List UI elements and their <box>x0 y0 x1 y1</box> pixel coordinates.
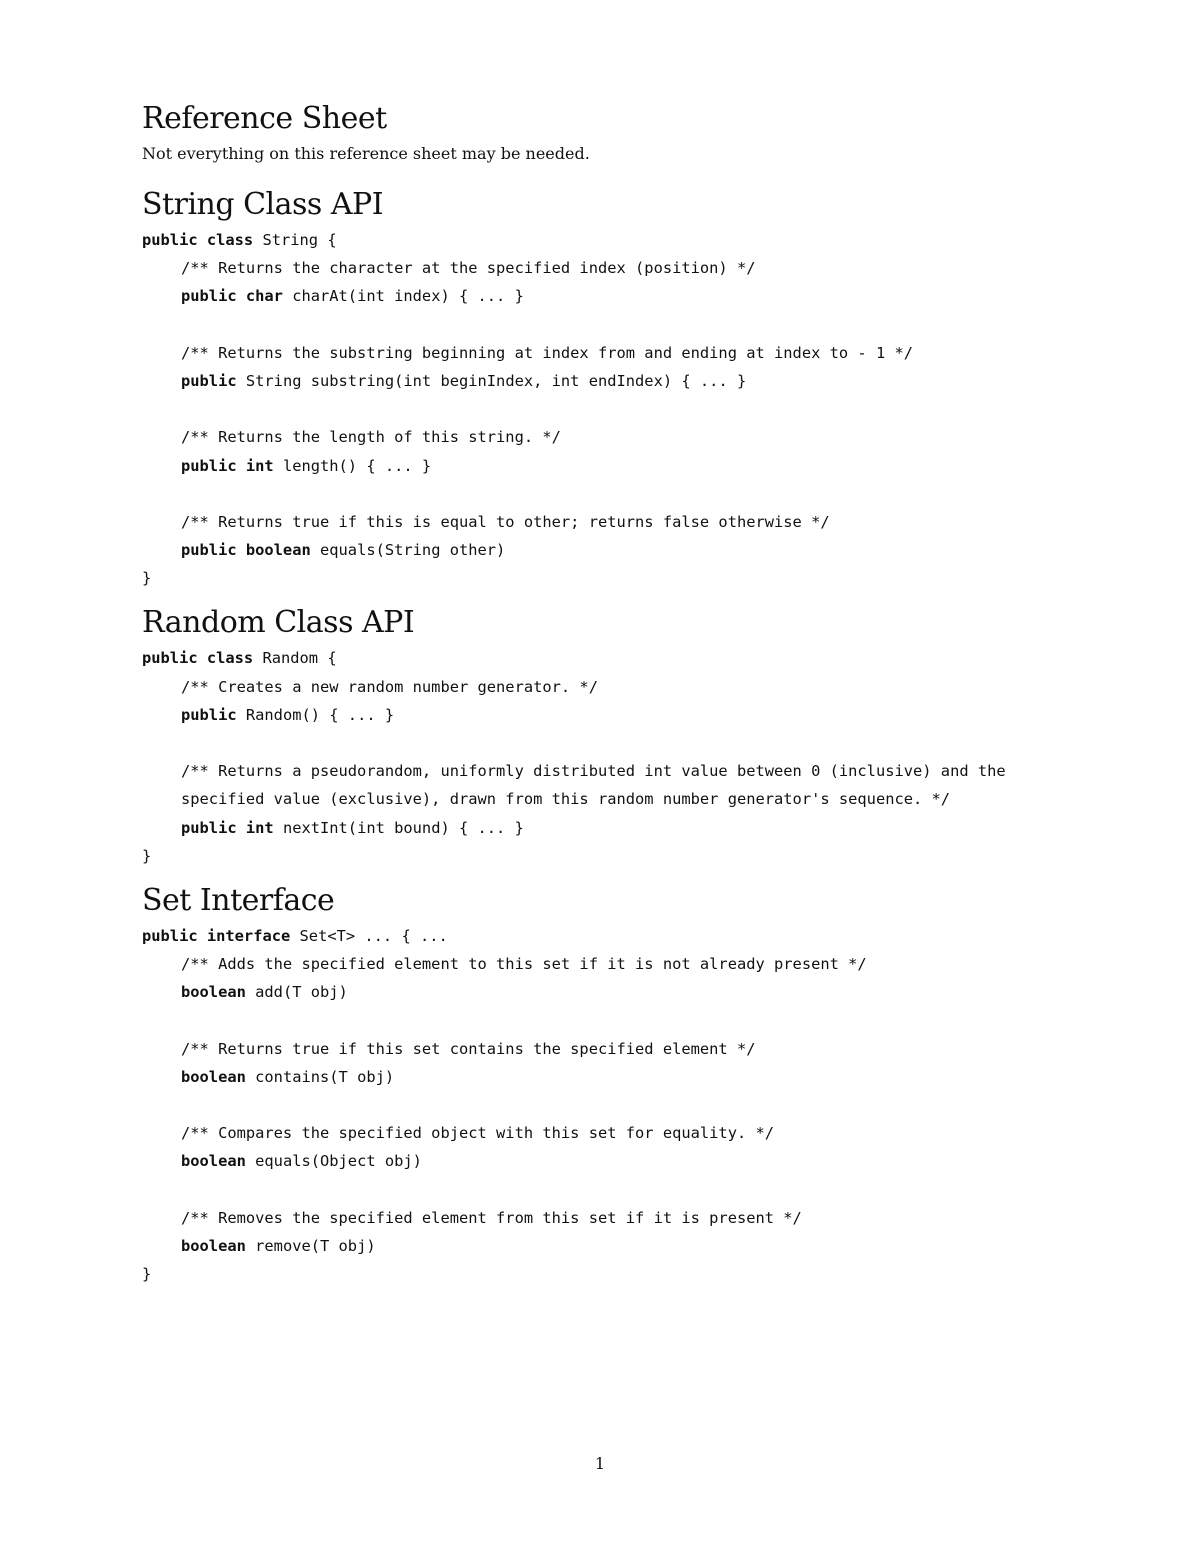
code-line <box>142 564 1142 592</box>
string-api-code <box>142 226 1142 592</box>
code-text: Random { <box>253 649 337 668</box>
code-text: /** Returns the substring beginning at index from and ending at index to - 1 */ <box>181 343 914 362</box>
code-keyword: boolean <box>181 1067 246 1086</box>
string-api-title: String Class API <box>142 187 384 222</box>
code-text: /** Returns true if this set contains the specified element */ <box>181 1039 756 1058</box>
code-line <box>142 508 1142 536</box>
code-keyword: public class <box>142 231 254 249</box>
code-keyword: public <box>181 371 237 390</box>
code-text: length() { ... } <box>273 456 432 475</box>
code-text: /** Returns a pseudorandom, uniformly distributed int value between 0 (inclusive) and the <box>181 762 1006 781</box>
reference-sheet-page <box>142 98 1142 1288</box>
code-line <box>142 814 1142 842</box>
code-line <box>142 757 1142 785</box>
code-text: Set<T> ... { ... <box>290 926 448 945</box>
code-line <box>142 423 1142 451</box>
code-keyword: boolean <box>181 1237 246 1255</box>
code-line <box>142 226 1142 254</box>
code-text: /** Returns the character at the specified index (position) */ <box>181 259 756 278</box>
code-text: String { <box>253 231 337 249</box>
code-text: charAt(int index) { ... } <box>282 287 524 306</box>
code-line <box>142 1232 1142 1260</box>
code-line <box>142 729 1142 757</box>
code-line <box>142 254 1142 282</box>
code-line <box>142 950 1142 978</box>
code-line <box>142 673 1142 701</box>
random-api-code <box>142 644 1142 870</box>
code-line <box>142 367 1142 395</box>
code-line <box>142 1007 1142 1035</box>
code-text: /** Adds the specified element to this set if it is not already present */ <box>181 955 867 974</box>
code-text: } <box>142 569 152 588</box>
code-keyword: public boolean <box>181 541 311 560</box>
page-number: 1 <box>594 1454 606 1473</box>
code-text: equals(Object obj) <box>245 1152 422 1171</box>
code-keyword: public int <box>181 456 274 475</box>
code-keyword: public char <box>181 287 283 306</box>
code-line <box>142 339 1142 367</box>
code-text: nextInt(int bound) { ... } <box>273 818 524 837</box>
code-line <box>142 1204 1142 1232</box>
code-text: add(T obj) <box>245 983 348 1002</box>
code-text: /** Removes the specified element from this set if it is present */ <box>181 1208 802 1227</box>
code-text: specified value (exclusive), drawn from this random number generator's sequence. */ <box>181 790 951 809</box>
code-line <box>142 282 1142 310</box>
code-keyword: boolean <box>181 1152 246 1171</box>
code-line <box>142 311 1142 339</box>
code-text: equals(String other) <box>310 541 506 560</box>
code-keyword: public class <box>142 649 254 668</box>
code-text: remove(T obj) <box>245 1237 376 1255</box>
code-line <box>142 922 1142 950</box>
page-subtitle: Not everything on this reference sheet may be needed. <box>142 144 590 163</box>
code-keyword: boolean <box>181 983 246 1002</box>
code-text: } <box>142 1265 152 1284</box>
set-interface-code <box>142 922 1142 1288</box>
code-keyword: public int <box>181 818 274 837</box>
code-text: String substring(int beginIndex, int endIndex) { ... } <box>236 371 747 390</box>
code-line <box>142 1119 1142 1147</box>
code-line <box>142 1091 1142 1119</box>
code-line <box>142 1063 1142 1091</box>
code-line <box>142 1260 1142 1288</box>
code-line <box>142 395 1142 423</box>
code-text: Random() { ... } <box>236 705 395 724</box>
code-line <box>142 978 1142 1006</box>
code-text: /** Returns the length of this string. */ <box>181 428 561 447</box>
code-line <box>142 1147 1142 1175</box>
code-line <box>142 701 1142 729</box>
set-interface-title: Set Interface <box>142 882 335 918</box>
code-text: contains(T obj) <box>245 1067 395 1086</box>
code-text: } <box>142 846 152 865</box>
random-api-title: Random Class API <box>142 605 415 641</box>
code-line <box>142 452 1142 480</box>
code-line <box>142 842 1142 870</box>
code-line <box>142 644 1142 672</box>
page-title: Reference Sheet <box>142 101 387 136</box>
code-line <box>142 785 1142 813</box>
code-line <box>142 1176 1142 1204</box>
code-keyword: public interface <box>142 926 291 945</box>
code-text: /** Returns true if this is equal to other; returns false otherwise */ <box>181 512 830 531</box>
code-line <box>142 1035 1142 1063</box>
code-text: /** Creates a new random number generator. */ <box>181 677 598 696</box>
code-text: /** Compares the specified object with this set for equality. */ <box>181 1124 775 1143</box>
code-line <box>142 480 1142 508</box>
code-line <box>142 536 1142 564</box>
code-keyword: public <box>181 705 237 724</box>
